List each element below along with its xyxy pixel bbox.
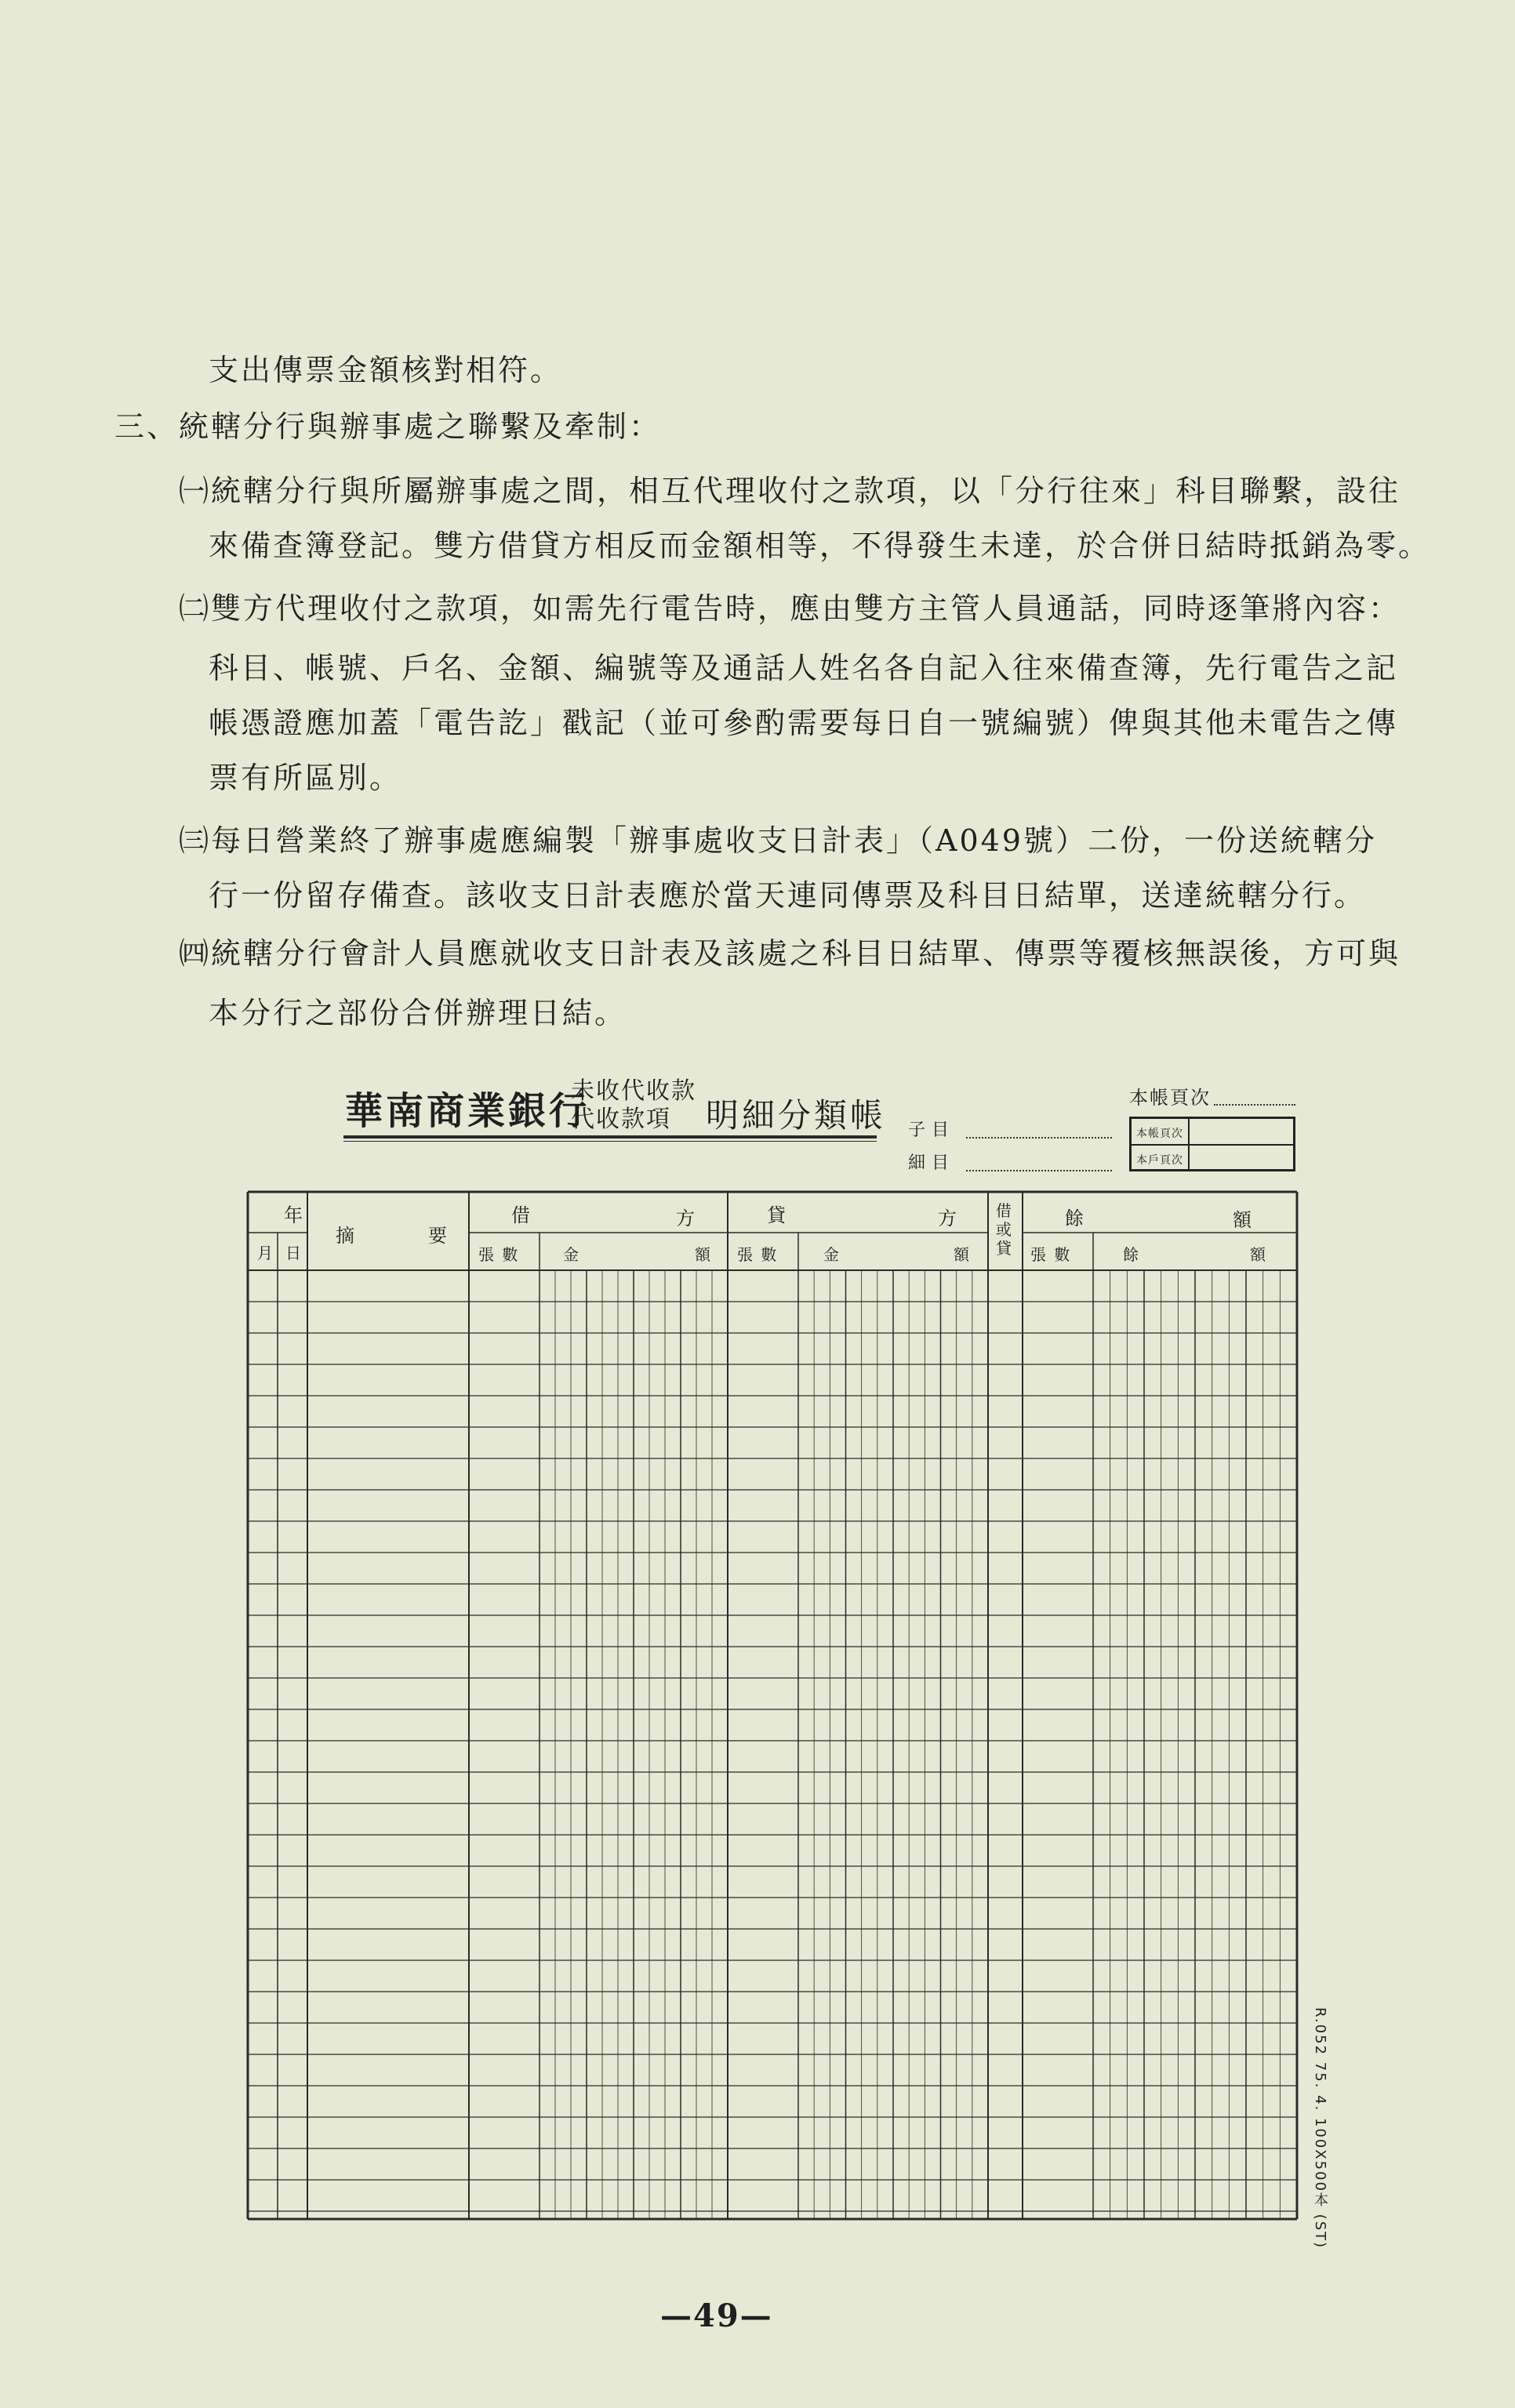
body-line: 行一份留存備查。該收支日計表應於當天連同傳票及科目日結單，送達統轄分行。	[209, 878, 1367, 913]
header-debit: 借	[511, 1204, 532, 1226]
body-line: ㈠統轄分行與所屬辦事處之間，相互代理收付之款項，以「分行往來」科目聯繫，設往	[179, 474, 1401, 508]
body-line: ㈢每日營業終了辦事處應編製「辦事處收支日計表」（A049號）二份，一份送統轄分	[179, 823, 1377, 858]
page-number-label: 本帳頁次	[1129, 1087, 1211, 1109]
header-amount: 餘	[1123, 1245, 1140, 1264]
ledger-type-bottom: 代收款項	[571, 1106, 671, 1133]
body-line: ㈡雙方代理收付之款項，如需先行電告時，應由雙方主管人員通話，同時逐筆將內容：	[179, 591, 1401, 626]
body-line: 票有所區別。	[209, 761, 402, 795]
header-summary: 要	[428, 1225, 449, 1247]
page-box-label: 本帳頁次	[1136, 1128, 1183, 1140]
header-amount: 金	[563, 1245, 580, 1264]
header-summary: 摘	[336, 1225, 356, 1247]
body-line: ㈣統轄分行會計人員應就收支日計表及該處之科目日結單、傳票等覆核無誤後，方可與	[179, 936, 1401, 971]
header-credit: 貸	[767, 1204, 787, 1226]
form-code: R.052 75. 4. 100X500本 (ST)	[1312, 2007, 1328, 2250]
header-dc-char: 或	[996, 1220, 1013, 1239]
header-amount: 額	[954, 1245, 971, 1264]
header-dc-char: 借	[996, 1201, 1013, 1220]
header-balance: 額	[1233, 1209, 1253, 1231]
ledger-name: 明細分類帳	[706, 1096, 887, 1135]
header-credit: 方	[938, 1208, 958, 1229]
header-count: 張 數	[1030, 1245, 1072, 1264]
body-line: 帳憑證應加蓋「電告訖」戳記（並可參酌需要每日自一號編號）俾與其他未電告之傳	[209, 706, 1399, 740]
header-amount: 額	[1250, 1245, 1267, 1264]
header-balance: 餘	[1065, 1208, 1085, 1229]
header-year: 年	[284, 1204, 304, 1226]
header-day: 日	[285, 1244, 303, 1262]
body-line: 來備查簿登記。雙方借貸方相反而金額相等，不得發生未達，於合併日結時抵銷為零。	[209, 528, 1431, 563]
header-amount: 額	[695, 1245, 712, 1264]
header-dc-char: 貸	[996, 1239, 1013, 1258]
body-line: 科目、帳號、戶名、金額、編號等及通話人姓名各自記入往來備查簿，先行電告之記	[209, 651, 1399, 685]
header-month: 月	[257, 1244, 274, 1262]
ledger-type-top: 未收代收款	[571, 1077, 696, 1105]
header-debit-or-credit	[996, 1201, 1013, 1258]
page-number: —49—	[660, 2297, 773, 2334]
body-line: 支出傳票金額核對相符。	[209, 353, 563, 387]
header-count: 張 數	[478, 1245, 520, 1264]
header-count: 張 數	[737, 1245, 779, 1264]
detail-label: 細目	[908, 1153, 956, 1173]
bank-name: 華南商業銀行	[345, 1089, 590, 1133]
body-line: 本分行之部份合併辦理日結。	[209, 996, 627, 1030]
section-heading: 三、統轄分行與辦事處之聯繫及牽制：	[114, 409, 662, 444]
ledger-grid	[248, 1192, 1297, 2219]
sub-account-label: 子目	[908, 1120, 956, 1140]
header-debit: 方	[676, 1208, 696, 1229]
page-box-label: 本戶頁次	[1136, 1154, 1183, 1167]
header-amount: 金	[823, 1245, 841, 1264]
